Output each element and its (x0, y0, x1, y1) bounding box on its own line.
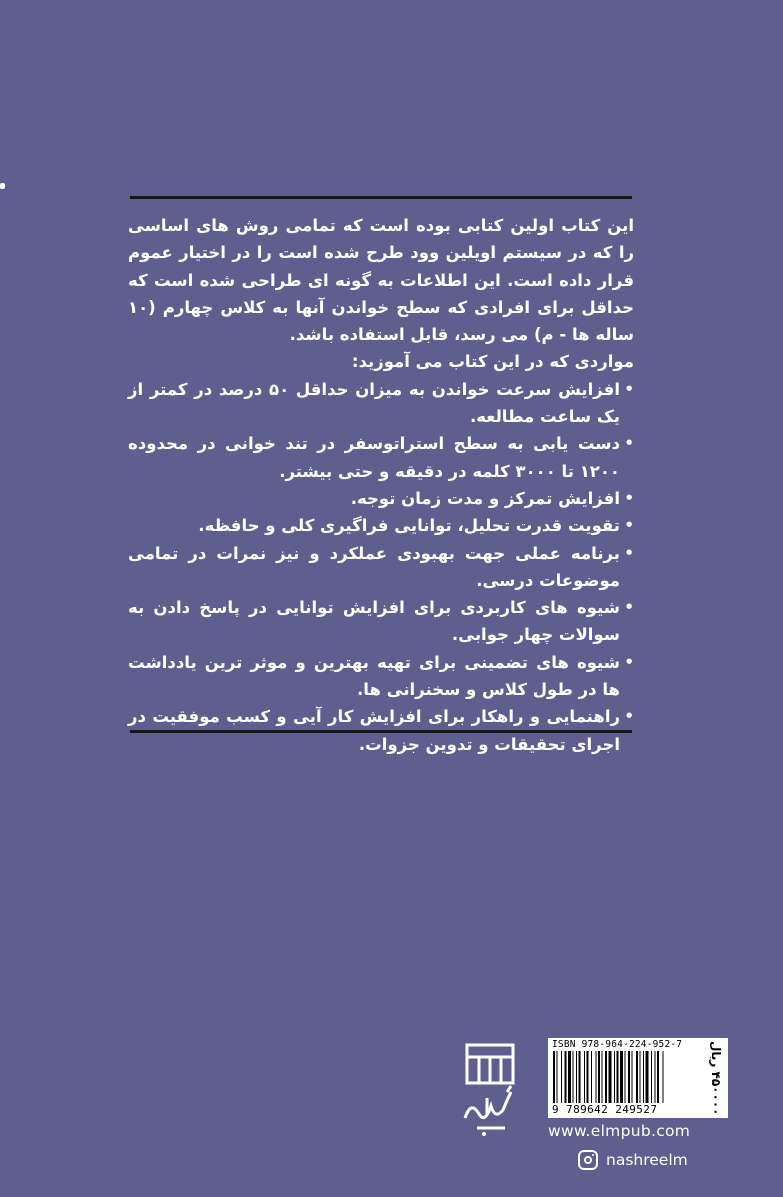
barcode-bar (643, 1051, 644, 1103)
lead-line: مواردی که در این کتاب می آموزید: (351, 352, 634, 372)
barcode-bar (584, 1051, 585, 1103)
barcode-bar (565, 1051, 567, 1103)
barcode-bar (609, 1051, 612, 1103)
features-list (128, 376, 634, 758)
barcode-bar (602, 1051, 603, 1103)
instagram-handle: nashreelm (606, 1151, 688, 1169)
barcode-bar (557, 1051, 558, 1103)
bottom-divider (130, 730, 632, 733)
instagram-link[interactable] (578, 1146, 688, 1174)
barcode-bar (632, 1051, 633, 1103)
barcode-bar (587, 1051, 589, 1103)
list-item: • شیوه های تضمینی برای تهیه بهترین و موثر ترین یادداشت ها در طول کلاس و سخنرانی ها. (128, 649, 634, 704)
barcode-bars (552, 1051, 702, 1103)
instagram-icon (578, 1150, 598, 1170)
barcode-bar (625, 1051, 626, 1103)
barcode-bar (596, 1051, 597, 1103)
top-divider (130, 196, 632, 199)
isbn-text: ISBN 978-964-224-952-7 (552, 1039, 683, 1050)
list-item: • افزایش سرعت خواندن به میزان حداقل ۵۰ درصد در کمتر از یک ساعت مطالعه. (128, 376, 634, 431)
barcode-bar (657, 1051, 659, 1103)
barcode-bar (561, 1051, 562, 1103)
barcode-bar (628, 1051, 630, 1103)
list-item: • برنامه عملی جهت بهبودی عملکرد و نیز نمرات در تمامی موضوعات درسی. (128, 540, 634, 595)
publisher-website[interactable]: www.elmpub.com (548, 1122, 691, 1140)
barcode-bar (646, 1051, 649, 1103)
barcode-bar (576, 1051, 577, 1103)
list-item: • شیوه های کاربردی برای افزایش توانایی در پاسخ دادن به سوالات چهار جوابی. (128, 594, 634, 649)
barcode-bar (651, 1051, 652, 1103)
barcode-number: 9 789642 249527 (552, 1103, 658, 1116)
list-item: • دست یابی به سطح استراتوسفر در تند خوانی در محدوده ۱۲۰۰ تا ۳۰۰۰ کلمه در دقیقه و حتی بیشتر. (128, 430, 634, 485)
barcode-bar (663, 1051, 664, 1103)
barcode-bar (620, 1051, 623, 1103)
edge-mark (0, 183, 5, 189)
list-item: • افزایش تمرکز و مدت زمان توجه. (128, 485, 634, 512)
barcode-label (548, 1038, 728, 1118)
barcode-bar (553, 1051, 555, 1103)
barcode-bar (605, 1051, 607, 1103)
barcode-bar (573, 1051, 574, 1103)
barcode-bar (636, 1051, 638, 1103)
barcode-bar (579, 1051, 581, 1103)
publisher-logo (457, 1040, 533, 1146)
barcode-bar (640, 1051, 641, 1103)
barcode-bar (598, 1051, 600, 1103)
back-cover-description (128, 212, 634, 758)
list-item: • تقویت قدرت تحلیل، توانایی فراگیری کلی و حافظه. (128, 512, 634, 539)
barcode-bar (614, 1051, 615, 1103)
barcode-bar (568, 1051, 571, 1103)
list-item: • راهنمایی و راهکار برای افزایش کار آیی و کسب موفقیت در اجرای تحقیقات و تدوین جزوات. (128, 703, 634, 758)
barcode-bar (617, 1051, 619, 1103)
intro-paragraph: این کتاب اولین کتابی بوده است که تمامی روش های اساسی را که در سیستم اویلین وود طرح شده است را در اختیار عموم قرار داده است. این اطلاعات به گونه ای طراحی شده است که حداقل برای افرادی که سطح خواندن آنها به کلاس چهارم (۱۰ ساله ها - م) می رسد، قابل استفاده باشد. (128, 216, 634, 345)
barcode-bar (655, 1051, 656, 1103)
price-label: ۴۵۰۰۰۰ ریال (709, 1040, 723, 1116)
barcode-bar (591, 1051, 592, 1103)
